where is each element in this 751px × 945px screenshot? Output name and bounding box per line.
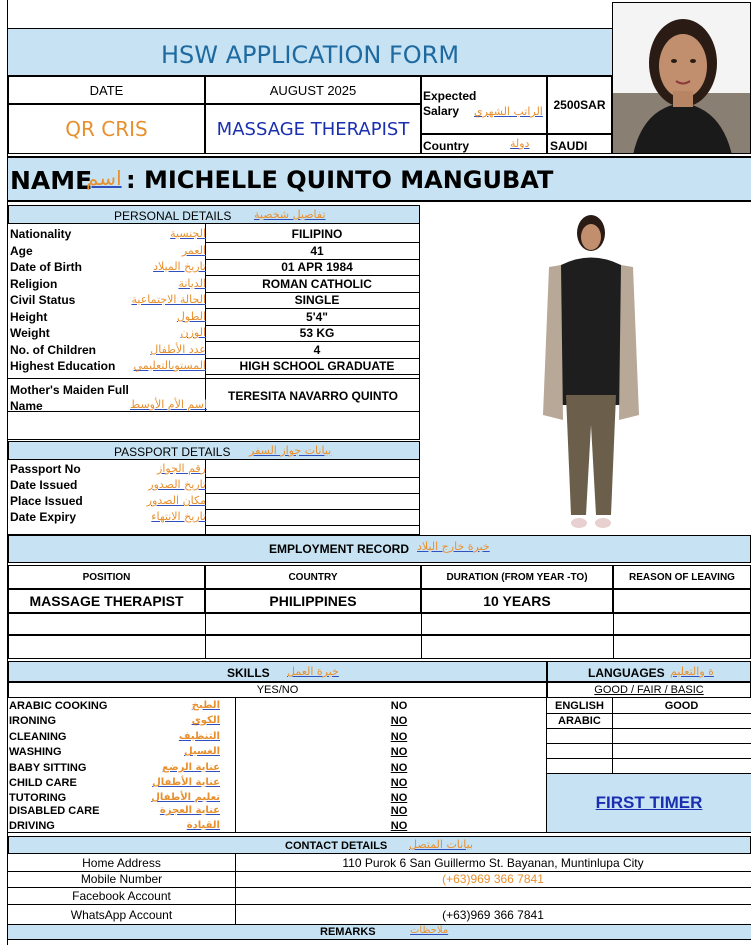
field-value: 01 APR 1984 (281, 260, 353, 274)
personal-row (8, 226, 420, 242)
field-label: No. of Children (10, 343, 96, 357)
field-label: Highest Education (10, 359, 116, 373)
mother-row (8, 378, 420, 412)
field-label: Date of Birth (10, 260, 82, 274)
skill-label: DRIVING (9, 820, 55, 832)
personal-row (8, 292, 420, 308)
portrait-photo (612, 2, 751, 154)
contact-title-ar: بيانات المتصل (409, 838, 473, 851)
form-title: HSW APPLICATION FORM (160, 41, 460, 69)
contact-row (8, 871, 751, 887)
emp-cell-reason (613, 589, 751, 613)
full-body-photo (421, 205, 751, 535)
remarks-label-ar: ملاحظات (410, 925, 449, 936)
skill-value: NO (390, 731, 408, 743)
mother-label-ar: اسم الأم الأوسط (130, 398, 208, 411)
field-label: Passport No (10, 462, 81, 476)
passport-title-ar: بيانات جواز السفر (249, 444, 332, 457)
field-label-ar: العمر (181, 244, 206, 257)
first-timer-label: FIRST TIMER (595, 793, 703, 812)
skills-subheader: YES/NO (8, 682, 547, 698)
personal-row (8, 259, 420, 275)
skill-row (8, 761, 547, 776)
country-label-cell (421, 134, 547, 154)
field-value: ROMAN CATHOLIC (262, 277, 372, 291)
contact-title: CONTACT DETAILS (285, 840, 388, 852)
skill-row (8, 699, 547, 714)
employment-table (8, 565, 751, 659)
field-value: 5'4" (306, 310, 328, 324)
skill-row (8, 745, 547, 760)
field-label-ar: الحالة الاجتماعية (131, 293, 206, 306)
field-label: Date Expiry (10, 510, 77, 524)
field-value: 4 (313, 343, 321, 357)
skill-value: NO (390, 715, 408, 727)
languages-title-ar: ة والتعليم (670, 665, 714, 678)
emp-cell-position: MASSAGE THERAPIST (8, 589, 205, 613)
first-timer-badge (547, 774, 751, 833)
emp-empty-row (8, 635, 751, 659)
salary-label: Expected Salary (423, 89, 477, 118)
skill-label-ar: الطبخ (191, 700, 220, 711)
skills-title: SKILLS (227, 666, 270, 680)
personal-row (8, 358, 420, 374)
field-label: Height (10, 310, 48, 324)
remarks-label: REMARKS (320, 926, 376, 938)
field-value: HIGH SCHOOL GRADUATE (239, 359, 395, 373)
contact-label: Mobile Number (80, 872, 163, 886)
skill-label-ar: تعليم الأطفال (151, 792, 220, 803)
field-label-ar: تاريخ الانتهاء (151, 510, 206, 523)
emp-col-duration: DURATION (FROM YEAR -TO) (421, 565, 613, 589)
applicant-name: : MICHELLE QUINTO MANGUBAT (126, 166, 554, 194)
contact-value: 110 Purok 6 San Guillermo St. Bayanan, Muntinlupa City (342, 856, 644, 870)
skill-row (8, 730, 547, 745)
personal-row (8, 342, 420, 358)
skill-value: NO (390, 777, 408, 789)
emp-col-country: COUNTRY (205, 565, 421, 589)
skill-label: WASHING (9, 746, 62, 758)
salary-value: 2500SAR (547, 76, 612, 134)
skill-label: CHILD CARE (9, 777, 77, 789)
skill-label-ar: عناية الأطفال (152, 777, 220, 788)
mother-label: Mother's Maiden Full Name (10, 383, 129, 413)
personal-row (8, 276, 420, 292)
contact-row (8, 907, 751, 923)
skills-header (8, 661, 547, 682)
name-label: NAME (10, 166, 93, 195)
field-label-ar: مكان الصدور (146, 494, 206, 507)
languages-header (547, 661, 751, 682)
languages-title: LANGUAGES (588, 666, 665, 680)
skill-value: NO (390, 746, 408, 758)
passport-header (8, 441, 420, 460)
passport-title: PASSPORT DETAILS (114, 445, 231, 459)
personal-row (8, 309, 420, 325)
skill-label: DISABLED CARE (9, 805, 100, 817)
skill-label-ar: عناية العجزة (159, 805, 220, 816)
passport-row (8, 461, 420, 477)
skill-label-ar: عناية الرضع (162, 762, 220, 773)
skill-value: NO (390, 820, 408, 832)
skill-row (8, 714, 547, 729)
remarks-bar (8, 925, 751, 940)
personal-row (8, 325, 420, 341)
field-label-ar: تاريخ الصدور (148, 478, 206, 491)
skill-label-ar: الغسيل (183, 746, 220, 757)
contact-label: Facebook Account (72, 889, 171, 903)
salary-label-cell (421, 76, 547, 134)
skill-row (8, 819, 547, 834)
skill-value: NO (390, 700, 408, 712)
lang-english: ENGLISH (555, 700, 604, 712)
emp-cell-country: PHILIPPINES (205, 589, 421, 613)
skill-label: TUTORING (9, 792, 67, 804)
passport-row (8, 493, 420, 509)
skill-label-ar: القيادة (186, 820, 220, 831)
contact-row (8, 855, 751, 871)
field-value: SINGLE (294, 293, 340, 307)
skill-row (8, 776, 547, 791)
field-label: Religion (10, 277, 58, 291)
employment-title: EMPLOYMENT RECORD (269, 542, 410, 556)
skill-label-ar: الكوي (191, 715, 220, 726)
emp-cell-duration: 10 YEARS (421, 589, 613, 613)
personal-row (8, 243, 420, 259)
passport-row (8, 477, 420, 493)
field-label-ar: الديانة (178, 277, 206, 290)
field-label-ar: الجنسية (170, 227, 206, 240)
skill-value: NO (390, 762, 408, 774)
mother-value: TERESITA NAVARRO QUINTO (227, 389, 398, 403)
employment-header (8, 535, 751, 563)
languages-subheader: GOOD / FAIR / BASIC (547, 682, 751, 698)
country-value: SAUDI (547, 134, 612, 154)
country-label: Country (423, 139, 469, 153)
field-label: Civil Status (10, 293, 76, 307)
field-label: Date Issued (10, 478, 78, 492)
personal-title: PERSONAL DETAILS (114, 209, 232, 223)
emp-col-reason: REASON OF LEAVING (613, 565, 751, 589)
date-label: DATE (8, 76, 205, 104)
name-label-ar: اسم (86, 166, 122, 190)
field-label-ar: الطول (176, 310, 206, 323)
agency-name: QR CRIS (8, 104, 205, 154)
skill-value: NO (390, 805, 408, 817)
skill-label: BABY SITTING (9, 762, 87, 774)
salary-label-ar: الراتب الشهري (474, 105, 543, 118)
personal-title-ar: تفاصيل شخصية (254, 208, 326, 221)
field-value: 41 (310, 244, 324, 258)
contact-label: WhatsApp Account (70, 908, 173, 922)
skill-row (8, 804, 547, 819)
skill-label: IRONING (9, 715, 57, 727)
emp-empty-row (8, 613, 751, 635)
skill-label: CLEANING (9, 731, 67, 743)
employment-title-ar: خبرة خارج البلاد (417, 540, 490, 553)
position-applied: MASSAGE THERAPIST (205, 104, 421, 154)
skill-label-ar: التنظيف (178, 731, 220, 742)
title-banner (8, 28, 612, 76)
contact-value: (+63)969 366 7841 (442, 908, 544, 922)
contact-row (8, 888, 751, 904)
name-banner (8, 156, 751, 202)
field-value: 53 KG (299, 326, 335, 340)
field-value: FILIPINO (291, 227, 343, 241)
contact-value: (+63)969 366 7841 (442, 872, 544, 886)
contact-header (8, 836, 751, 854)
field-label-ar: رقم الجواز (157, 462, 206, 475)
field-label-ar: المستوىالتعليمي (133, 359, 206, 372)
personal-header (8, 205, 420, 224)
date-value: AUGUST 2025 (205, 76, 421, 104)
skills-title-ar: خبرة العمل (287, 665, 339, 678)
country-label-ar: دولة (510, 137, 530, 150)
field-label-ar: عدد الأطفال (150, 343, 206, 356)
lang-english-level: GOOD (664, 700, 699, 712)
emp-col-position: POSITION (8, 565, 205, 589)
lang-arabic: ARABIC (558, 715, 601, 727)
field-label: Age (10, 244, 33, 258)
passport-row (8, 509, 420, 525)
field-label-ar: الوزن (180, 326, 206, 339)
field-label-ar: تاريخ الميلاد (153, 260, 206, 273)
field-label: Place Issued (10, 494, 83, 508)
contact-label: Home Address (82, 856, 161, 870)
skill-label: ARABIC COOKING (9, 700, 108, 712)
field-label: Nationality (10, 227, 72, 241)
skill-value: NO (390, 792, 408, 804)
field-label: Weight (10, 326, 50, 340)
